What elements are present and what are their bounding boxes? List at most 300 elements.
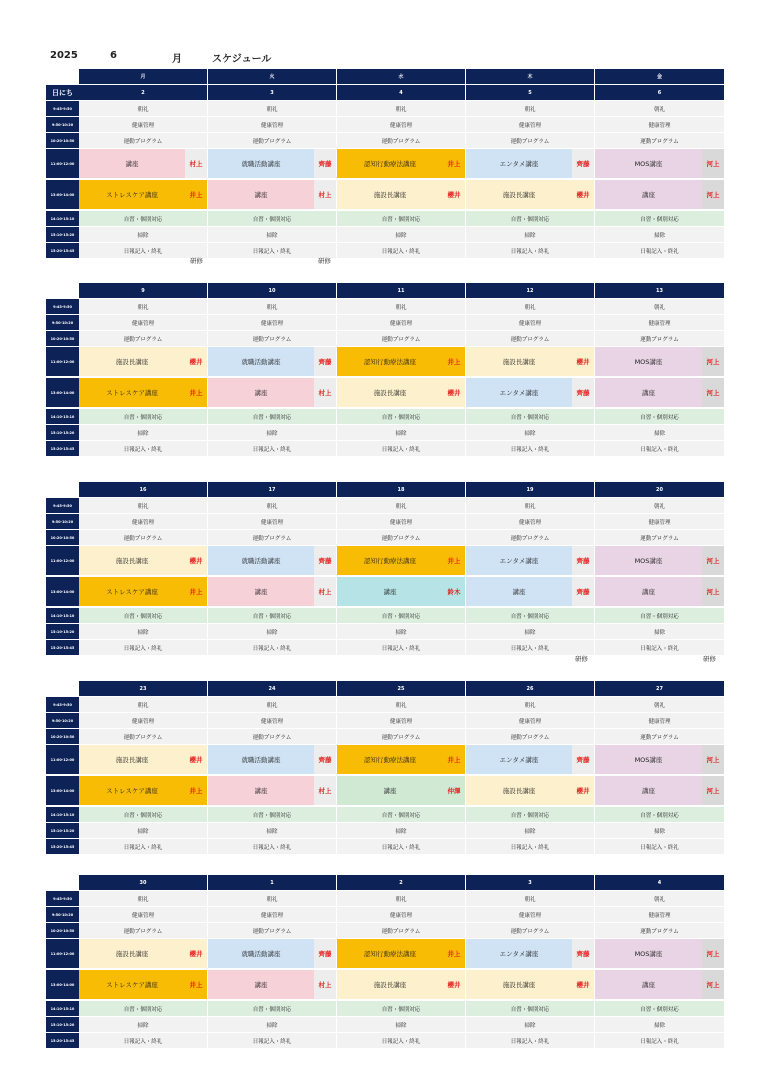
lecturer-name: 井上	[185, 776, 207, 805]
lecture-cell	[595, 546, 724, 575]
week-table	[46, 69, 723, 259]
daily-report-cell: 日報記入・終礼	[595, 839, 724, 854]
lecturer-name: 齊藤	[314, 149, 336, 178]
lecture-name: 講座	[595, 970, 702, 999]
weekday-cell: 火	[208, 69, 336, 84]
lecturer-name: 齊藤	[572, 149, 594, 178]
morning-meeting-row	[46, 498, 723, 513]
time-cell: 9:50-10:20	[46, 315, 79, 330]
lecturer-name: 河上	[702, 378, 724, 407]
daily-report-row	[46, 243, 723, 258]
lecture-cell	[208, 776, 336, 805]
lecture-name: エンタメ講座	[466, 546, 572, 575]
date-row	[46, 482, 723, 497]
lecturer-name: 河上	[702, 939, 724, 968]
daily-report-cell: 日報記入・終礼	[337, 839, 465, 854]
cleaning-cell: 掃除	[79, 227, 207, 242]
time-cell: 14:10-15:10	[46, 608, 79, 623]
self-study-cell: 自習・個別対応	[208, 211, 336, 226]
lecturer-name: 井上	[185, 378, 207, 407]
cleaning-cell: 掃除	[466, 1017, 594, 1032]
health-check-cell: 健康管理	[208, 713, 336, 728]
cleaning-cell: 掃除	[79, 1017, 207, 1032]
lecture-cell	[79, 970, 207, 999]
lecture-cell	[466, 577, 594, 606]
morning-meeting-cell: 朝礼	[466, 697, 594, 712]
training-note: 研修	[575, 655, 588, 663]
exercise-program-cell: 運動プログラム	[79, 729, 207, 744]
lecturer-name: 齊藤	[314, 939, 336, 968]
lecturer-name: 村上	[314, 776, 336, 805]
exercise-program-cell: 運動プログラム	[466, 729, 594, 744]
self-study-cell: 自習・個別対応	[79, 409, 207, 424]
daily-report-cell: 日報記入・終礼	[337, 243, 465, 258]
date-cell: 5	[466, 85, 594, 100]
date-cell: 12	[466, 283, 594, 298]
health-check-cell: 健康管理	[79, 315, 207, 330]
afternoon-lecture-row	[46, 378, 723, 407]
lecture-name: 施設長講座	[79, 347, 185, 376]
time-cell: 11:00-12:00	[46, 939, 79, 968]
lecture-cell	[337, 939, 465, 968]
daily-report-cell: 日報記入・終礼	[466, 441, 594, 456]
morning-meeting-cell: 朝礼	[337, 498, 465, 513]
training-note: 研修	[190, 257, 203, 265]
lecture-name: 施設長講座	[337, 378, 443, 407]
daily-report-row	[46, 441, 723, 456]
lecture-cell	[79, 939, 207, 968]
exercise-program-cell: 運動プログラム	[208, 133, 336, 148]
daily-report-cell: 日報記入・終礼	[595, 1033, 724, 1048]
health-check-cell: 健康管理	[337, 907, 465, 922]
exercise-program-cell: 運動プログラム	[208, 530, 336, 545]
lecture-name: 講座	[208, 577, 314, 606]
lecture-name: 認知行動療法講座	[337, 149, 443, 178]
time-cell: 10:20-10:50	[46, 331, 79, 346]
lecturer-name: 齊藤	[314, 745, 336, 774]
health-check-cell: 健康管理	[79, 514, 207, 529]
daily-report-cell: 日報記入・終礼	[337, 441, 465, 456]
date-cell: 23	[79, 681, 207, 696]
lecture-cell	[208, 939, 336, 968]
lecture-name: 就職活動講座	[208, 939, 314, 968]
time-cell: 14:10-15:10	[46, 1001, 79, 1016]
time-cell: 13:00-14:00	[46, 776, 79, 805]
daily-report-cell: 日報記入・終礼	[208, 441, 336, 456]
date-cell: 18	[337, 482, 465, 497]
daily-report-cell: 日報記入・終礼	[466, 243, 594, 258]
health-check-cell: 健康管理	[337, 713, 465, 728]
lecture-cell	[595, 577, 724, 606]
self-study-row	[46, 807, 723, 822]
self-study-cell: 自習・個別対応	[595, 608, 724, 623]
health-check-cell: 健康管理	[466, 315, 594, 330]
exercise-program-cell: 運動プログラム	[79, 923, 207, 938]
morning-meeting-cell: 朝礼	[208, 891, 336, 906]
morning-meeting-cell: 朝礼	[208, 299, 336, 314]
time-cell: 15:10-15:20	[46, 425, 79, 440]
health-check-row	[46, 315, 723, 330]
date-cell: 13	[595, 283, 724, 298]
training-note: 研修	[318, 257, 331, 265]
exercise-program-cell: 運動プログラム	[595, 133, 724, 148]
time-cell: 13:00-14:00	[46, 180, 79, 209]
lecture-name: 認知行動療法講座	[337, 546, 443, 575]
lecture-name: 就職活動講座	[208, 347, 314, 376]
daily-report-cell: 日報記入・終礼	[79, 839, 207, 854]
lecture-name: 講座	[337, 577, 443, 606]
lecturer-name: 櫻井	[572, 180, 594, 209]
exercise-program-cell: 運動プログラム	[337, 729, 465, 744]
lecture-cell	[208, 577, 336, 606]
lecture-name: MOS講座	[595, 546, 702, 575]
lecture-name: 講座	[595, 180, 702, 209]
lecturer-name: 村上	[314, 378, 336, 407]
time-cell: 9:45-9:50	[46, 697, 79, 712]
weekday-cell: 金	[595, 69, 724, 84]
health-check-cell: 健康管理	[595, 514, 724, 529]
lecturer-name: 井上	[185, 180, 207, 209]
lecture-name: 講座	[595, 776, 702, 805]
lecture-cell	[79, 546, 207, 575]
time-cell: 10:20-10:50	[46, 530, 79, 545]
cleaning-row	[46, 227, 723, 242]
cleaning-cell: 掃除	[79, 624, 207, 639]
exercise-program-cell: 運動プログラム	[208, 729, 336, 744]
lecture-name: エンタメ講座	[466, 939, 572, 968]
health-check-cell: 健康管理	[595, 713, 724, 728]
self-study-row	[46, 608, 723, 623]
lecturer-name: 鈴木	[443, 577, 465, 606]
lecture-cell	[79, 180, 207, 209]
self-study-cell: 自習・個別対応	[337, 1001, 465, 1016]
lecturer-name: 櫻井	[185, 939, 207, 968]
cleaning-cell: 掃除	[337, 425, 465, 440]
lecture-cell	[337, 347, 465, 376]
morning-meeting-cell: 朝礼	[595, 498, 724, 513]
lecturer-name: 櫻井	[185, 745, 207, 774]
exercise-program-cell: 運動プログラム	[79, 530, 207, 545]
lecture-name: MOS講座	[595, 745, 702, 774]
exercise-program-cell: 運動プログラム	[337, 530, 465, 545]
exercise-program-cell: 運動プログラム	[466, 133, 594, 148]
lecture-name: MOS講座	[595, 149, 702, 178]
cleaning-cell: 掃除	[79, 823, 207, 838]
self-study-cell: 自習・個別対応	[79, 1001, 207, 1016]
lecture-cell	[466, 378, 594, 407]
lecturer-name: 井上	[443, 939, 465, 968]
time-cell: 15:10-15:20	[46, 1017, 79, 1032]
date-row	[46, 681, 723, 696]
lecture-cell	[208, 180, 336, 209]
daily-report-cell: 日報記入・終礼	[208, 1033, 336, 1048]
self-study-row	[46, 409, 723, 424]
lecture-name: 講座	[208, 776, 314, 805]
lecture-cell	[466, 149, 594, 178]
health-check-cell: 健康管理	[595, 907, 724, 922]
morning-meeting-cell: 朝礼	[208, 697, 336, 712]
lecturer-name: 櫻井	[185, 546, 207, 575]
time-cell: 9:50-10:20	[46, 713, 79, 728]
cleaning-cell: 掃除	[208, 227, 336, 242]
lecture-name: 講座	[208, 970, 314, 999]
lecture-name: ストレスケア講座	[79, 180, 185, 209]
lecturer-name: 櫻井	[185, 347, 207, 376]
lecture-cell	[208, 970, 336, 999]
cleaning-cell: 掃除	[466, 823, 594, 838]
exercise-program-row	[46, 530, 723, 545]
daily-report-cell: 日報記入・終礼	[208, 243, 336, 258]
lecture-name: 講座	[595, 577, 702, 606]
lecture-cell	[595, 149, 724, 178]
time-cell: 15:20-15:45	[46, 243, 79, 258]
lecture-cell	[595, 970, 724, 999]
time-cell: 11:00-12:00	[46, 546, 79, 575]
week-table	[46, 875, 723, 1049]
time-cell: 14:10-15:10	[46, 409, 79, 424]
cleaning-cell: 掃除	[595, 624, 724, 639]
health-check-cell: 健康管理	[595, 315, 724, 330]
lecture-name: ストレスケア講座	[79, 776, 185, 805]
cleaning-cell: 掃除	[79, 425, 207, 440]
exercise-program-row	[46, 923, 723, 938]
date-row	[46, 875, 723, 890]
date-cell: 16	[79, 482, 207, 497]
date-cell: 27	[595, 681, 724, 696]
self-study-cell: 自習・個別対応	[466, 608, 594, 623]
self-study-cell: 自習・個別対応	[466, 807, 594, 822]
exercise-program-cell: 運動プログラム	[595, 331, 724, 346]
corner-cell	[46, 482, 79, 497]
lecturer-name: 村上	[314, 970, 336, 999]
date-cell: 11	[337, 283, 465, 298]
lecture-name: 講座	[595, 378, 702, 407]
morning-meeting-row	[46, 101, 723, 116]
time-cell: 10:20-10:50	[46, 729, 79, 744]
lecture-name: 認知行動療法講座	[337, 939, 443, 968]
daily-report-cell: 日報記入・終礼	[208, 640, 336, 655]
lecturer-name: 河上	[702, 745, 724, 774]
daily-report-cell: 日報記入・終礼	[595, 441, 724, 456]
time-cell: 13:00-14:00	[46, 577, 79, 606]
morning-meeting-cell: 朝礼	[79, 891, 207, 906]
lecturer-name: 齊藤	[314, 546, 336, 575]
time-cell: 9:50-10:20	[46, 514, 79, 529]
lecturer-name: 井上	[185, 577, 207, 606]
corner-cell	[46, 283, 79, 298]
morning-meeting-cell: 朝礼	[595, 299, 724, 314]
cleaning-row	[46, 823, 723, 838]
lecture-name: 施設長講座	[79, 939, 185, 968]
lecture-cell	[208, 546, 336, 575]
corner-cell	[46, 875, 79, 890]
health-check-cell: 健康管理	[79, 713, 207, 728]
daily-report-cell: 日報記入・終礼	[79, 640, 207, 655]
time-cell: 13:00-14:00	[46, 970, 79, 999]
health-check-cell: 健康管理	[79, 117, 207, 132]
lecture-cell	[466, 180, 594, 209]
lecture-name: 施設長講座	[466, 347, 572, 376]
lecture-name: エンタメ講座	[466, 149, 572, 178]
time-cell: 15:10-15:20	[46, 823, 79, 838]
time-cell: 11:00-12:00	[46, 745, 79, 774]
lecturer-name: 櫻井	[443, 180, 465, 209]
self-study-cell: 自習・個別対応	[208, 1001, 336, 1016]
cleaning-cell: 掃除	[466, 425, 594, 440]
week-table	[46, 283, 723, 457]
lecture-cell	[79, 347, 207, 376]
lecture-cell	[595, 378, 724, 407]
lecture-cell	[595, 180, 724, 209]
daily-report-cell: 日報記入・終礼	[595, 243, 724, 258]
lecturer-name: 井上	[443, 745, 465, 774]
date-row	[46, 283, 723, 298]
time-cell: 15:10-15:20	[46, 624, 79, 639]
lecture-name: 施設長講座	[79, 546, 185, 575]
date-cell: 6	[595, 85, 724, 100]
cleaning-cell: 掃除	[595, 227, 724, 242]
lecture-name: 講座	[208, 378, 314, 407]
lecture-name: 認知行動療法講座	[337, 745, 443, 774]
weekday-cell: 木	[466, 69, 594, 84]
morning-meeting-cell: 朝礼	[208, 101, 336, 116]
lecture-cell	[595, 745, 724, 774]
cleaning-cell: 掃除	[208, 823, 336, 838]
health-check-row	[46, 907, 723, 922]
morning-meeting-cell: 朝礼	[337, 101, 465, 116]
lecturer-name: 井上	[443, 546, 465, 575]
time-cell: 15:20-15:45	[46, 1033, 79, 1048]
self-study-cell: 自習・個別対応	[595, 211, 724, 226]
exercise-program-cell: 運動プログラム	[466, 923, 594, 938]
morning-meeting-cell: 朝礼	[79, 498, 207, 513]
health-check-cell: 健康管理	[595, 117, 724, 132]
lecture-name: エンタメ講座	[466, 745, 572, 774]
morning-meeting-cell: 朝礼	[466, 101, 594, 116]
date-cell: 24	[208, 681, 336, 696]
morning-meeting-cell: 朝礼	[337, 299, 465, 314]
date-cell: 2	[79, 85, 207, 100]
date-cell: 1	[208, 875, 336, 890]
self-study-cell: 自習・個別対応	[208, 409, 336, 424]
lecture-cell	[466, 776, 594, 805]
time-cell: 15:20-15:45	[46, 640, 79, 655]
date-label: 日にち	[46, 85, 79, 100]
time-cell: 9:45-9:50	[46, 498, 79, 513]
lecture-name: 就職活動講座	[208, 149, 314, 178]
lecturer-name: 河上	[702, 970, 724, 999]
date-cell: 10	[208, 283, 336, 298]
morning-meeting-row	[46, 697, 723, 712]
lecturer-name: 櫻井	[572, 347, 594, 376]
daily-report-cell: 日報記入・終礼	[337, 640, 465, 655]
health-check-cell: 健康管理	[337, 117, 465, 132]
time-cell: 11:00-12:00	[46, 149, 79, 178]
self-study-cell: 自習・個別対応	[79, 211, 207, 226]
cleaning-cell: 掃除	[208, 425, 336, 440]
health-check-cell: 健康管理	[466, 117, 594, 132]
lecturer-name: 河上	[702, 347, 724, 376]
morning-meeting-cell: 朝礼	[466, 299, 594, 314]
lecture-cell	[337, 577, 465, 606]
exercise-program-cell: 運動プログラム	[595, 729, 724, 744]
time-cell: 9:45-9:50	[46, 101, 79, 116]
morning-lecture-row	[46, 347, 723, 376]
exercise-program-cell: 運動プログラム	[337, 923, 465, 938]
health-check-cell: 健康管理	[466, 514, 594, 529]
cleaning-cell: 掃除	[595, 1017, 724, 1032]
daily-report-cell: 日報記入・終礼	[337, 1033, 465, 1048]
lecturer-name: 齊藤	[572, 378, 594, 407]
health-check-cell: 健康管理	[79, 907, 207, 922]
afternoon-lecture-row	[46, 577, 723, 606]
time-cell: 15:20-15:45	[46, 441, 79, 456]
afternoon-lecture-row	[46, 180, 723, 209]
time-cell: 10:20-10:50	[46, 133, 79, 148]
date-cell: 3	[466, 875, 594, 890]
lecture-cell	[79, 776, 207, 805]
health-check-cell: 健康管理	[208, 117, 336, 132]
lecture-name: 就職活動講座	[208, 745, 314, 774]
daily-report-cell: 日報記入・終礼	[208, 839, 336, 854]
cleaning-cell: 掃除	[208, 624, 336, 639]
daily-report-row	[46, 839, 723, 854]
self-study-cell: 自習・個別対応	[79, 608, 207, 623]
date-cell: 9	[79, 283, 207, 298]
lecture-cell	[208, 149, 336, 178]
self-study-cell: 自習・個別対応	[595, 409, 724, 424]
morning-meeting-cell: 朝礼	[337, 891, 465, 906]
daily-report-cell: 日報記入・終礼	[79, 441, 207, 456]
time-cell: 14:10-15:10	[46, 807, 79, 822]
morning-lecture-row	[46, 939, 723, 968]
cleaning-cell: 掃除	[337, 227, 465, 242]
date-cell: 3	[208, 85, 336, 100]
lecturer-name: 河上	[702, 546, 724, 575]
lecture-name: 講座	[337, 776, 443, 805]
lecturer-name: 井上	[443, 347, 465, 376]
lecture-cell	[208, 378, 336, 407]
morning-meeting-cell: 朝礼	[337, 697, 465, 712]
health-check-cell: 健康管理	[466, 907, 594, 922]
self-study-cell: 自習・個別対応	[595, 807, 724, 822]
schedule-title	[0, 50, 768, 64]
daily-report-cell: 日報記入・終礼	[595, 640, 724, 655]
exercise-program-cell: 運動プログラム	[337, 133, 465, 148]
exercise-program-row	[46, 331, 723, 346]
lecture-name: MOS講座	[595, 347, 702, 376]
health-check-row	[46, 713, 723, 728]
self-study-cell: 自習・個別対応	[208, 608, 336, 623]
exercise-program-row	[46, 729, 723, 744]
self-study-cell: 自習・個別対応	[208, 807, 336, 822]
training-note: 研修	[703, 655, 716, 663]
time-cell: 9:45-9:50	[46, 299, 79, 314]
daily-report-row	[46, 1033, 723, 1048]
self-study-cell: 自習・個別対応	[79, 807, 207, 822]
lecturer-name: 仲澤	[443, 776, 465, 805]
cleaning-cell: 掃除	[466, 624, 594, 639]
exercise-program-cell: 運動プログラム	[595, 923, 724, 938]
lecture-name: 施設長講座	[337, 180, 443, 209]
morning-meeting-cell: 朝礼	[595, 697, 724, 712]
self-study-cell: 自習・個別対応	[466, 409, 594, 424]
lecture-name: 認知行動療法講座	[337, 347, 443, 376]
lecture-name: ストレスケア講座	[79, 378, 185, 407]
date-cell: 4	[595, 875, 724, 890]
morning-meeting-cell: 朝礼	[466, 498, 594, 513]
morning-lecture-row	[46, 745, 723, 774]
